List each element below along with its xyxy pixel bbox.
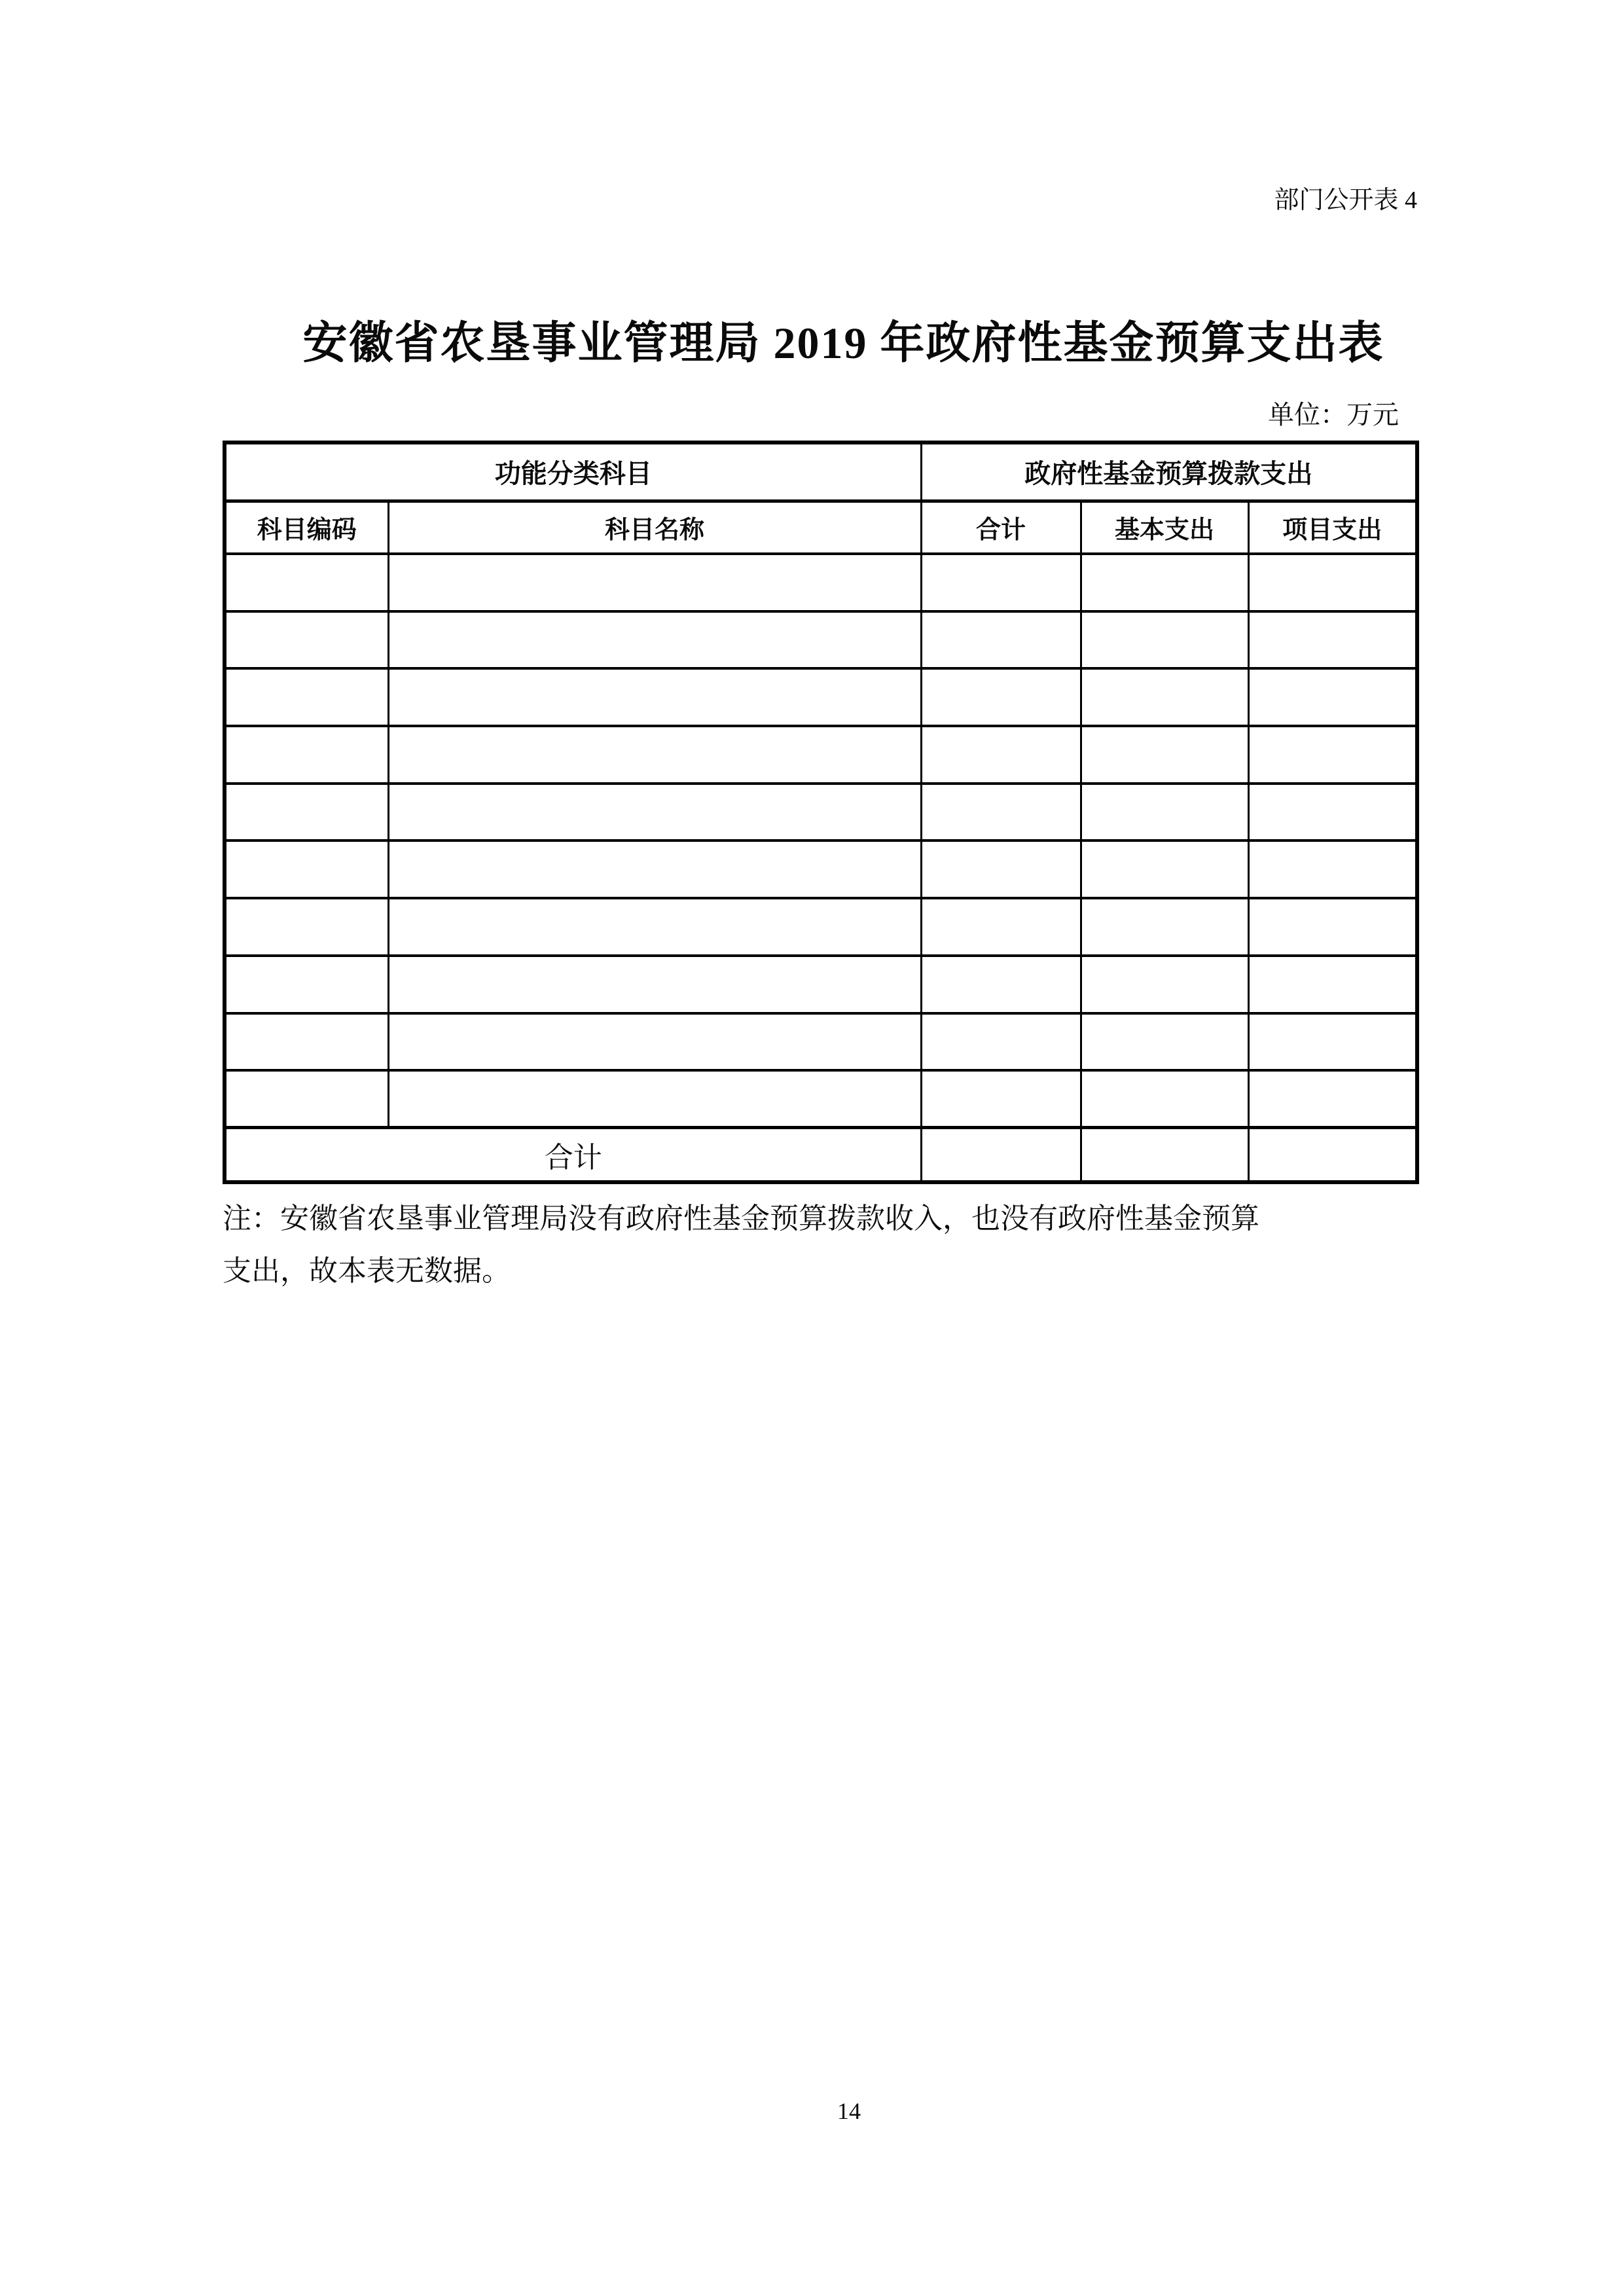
header-group-row (225, 443, 1417, 501)
total-row-total-value (921, 1128, 1081, 1182)
table-cell (388, 554, 921, 611)
column-header-total: 合计 (921, 501, 1081, 554)
table-cell (1248, 840, 1417, 898)
total-row-basic-value (1081, 1128, 1248, 1182)
table-cell (1081, 554, 1248, 611)
table-row (225, 840, 1417, 898)
table-row (225, 956, 1417, 1013)
table-cell (921, 1070, 1081, 1128)
table-cell (1248, 726, 1417, 784)
table-cell (1081, 668, 1248, 726)
page-number: 14 (837, 2098, 861, 2124)
header-group-fund-expenditure: 政府性基金预算拨款支出 (921, 443, 1417, 501)
table-cell (1248, 611, 1417, 669)
footnote (223, 1193, 1427, 1297)
table-cell (921, 956, 1081, 1013)
table-cell (921, 554, 1081, 611)
table-cell (921, 784, 1081, 841)
table-cell (225, 956, 388, 1013)
table-footer (225, 1128, 1417, 1182)
header-group-function-class: 功能分类科目 (225, 443, 921, 501)
table-cell (921, 840, 1081, 898)
table-row (225, 1070, 1417, 1128)
table-cell (388, 784, 921, 841)
table-cell (225, 898, 388, 956)
table-row (225, 898, 1417, 956)
header-columns-row (225, 501, 1417, 554)
table-cell (1081, 784, 1248, 841)
table-cell (225, 726, 388, 784)
table-cell (388, 726, 921, 784)
table-cell (1081, 611, 1248, 669)
table-cell (225, 784, 388, 841)
table-cell (921, 1013, 1081, 1071)
table-row (225, 668, 1417, 726)
table-cell (921, 668, 1081, 726)
table-cell (388, 1013, 921, 1071)
table-cell (1248, 784, 1417, 841)
table-cell (225, 668, 388, 726)
table-row (225, 554, 1417, 611)
table-cell (1081, 956, 1248, 1013)
table-cell (1081, 840, 1248, 898)
table-body (225, 554, 1417, 1128)
table-cell (1081, 1070, 1248, 1128)
table-cell (225, 840, 388, 898)
table-header (225, 443, 1417, 554)
table-cell (1248, 956, 1417, 1013)
table-cell (1248, 1013, 1417, 1071)
page-title: 安徽省农垦事业管理局 2019 年政府性基金预算支出表 (302, 318, 1384, 368)
table-cell (388, 840, 921, 898)
table-cell (225, 554, 388, 611)
budget-table (223, 441, 1419, 1184)
table-cell (921, 898, 1081, 956)
corner-label: 部门公开表 4 (1274, 187, 1417, 214)
table-row (225, 726, 1417, 784)
footnote-line-2: 支出，故本表无数据。 (223, 1255, 511, 1287)
table-cell (388, 956, 921, 1013)
column-header-subject-name: 科目名称 (388, 501, 921, 554)
column-header-basic-expenditure: 基本支出 (1081, 501, 1248, 554)
table-cell (388, 898, 921, 956)
unit-label: 单位：万元 (1268, 400, 1399, 429)
footnote-line-1: 注：安徽省农垦事业管理局没有政府性基金预算拨款收入，也没有政府性基金预算 (223, 1202, 1259, 1235)
table-cell (1081, 898, 1248, 956)
table-cell (388, 668, 921, 726)
table-row (225, 1013, 1417, 1071)
table-cell (225, 1070, 388, 1128)
table-cell (388, 611, 921, 669)
table-cell (1248, 554, 1417, 611)
table-cell (388, 1070, 921, 1128)
table-cell (1248, 1070, 1417, 1128)
table-cell (1081, 1013, 1248, 1071)
table-cell (1248, 668, 1417, 726)
table-row (225, 611, 1417, 669)
table-cell (921, 611, 1081, 669)
total-row-project-value (1248, 1128, 1417, 1182)
table-cell (921, 726, 1081, 784)
table-cell (225, 1013, 388, 1071)
total-row (225, 1128, 1417, 1182)
table-cell (1248, 898, 1417, 956)
total-row-label: 合计 (225, 1128, 921, 1182)
table-cell (1081, 726, 1248, 784)
column-header-project-expenditure: 项目支出 (1248, 501, 1417, 554)
table-row (225, 784, 1417, 841)
table-cell (225, 611, 388, 669)
column-header-subject-code: 科目编码 (225, 501, 388, 554)
